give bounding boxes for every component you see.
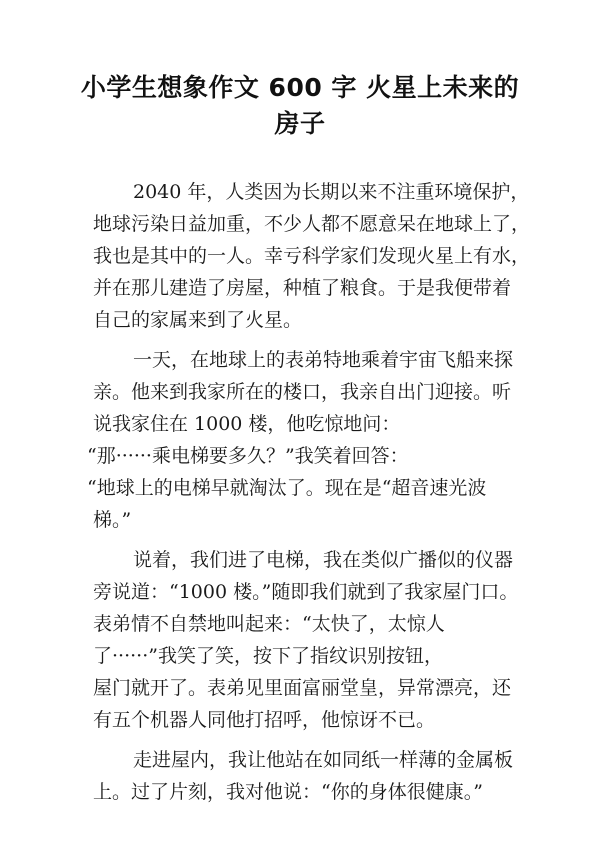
text-line: 表弟情不自禁地叫起来：“太快了，太惊人: [93, 613, 445, 635]
document-title: [60, 70, 540, 142]
text-line: 有五个机器人同他打招呼，他惊讶不已。: [93, 709, 436, 731]
text-line: 梯。”: [93, 509, 132, 531]
text-line: 自己的家属来到了火星。: [93, 309, 303, 331]
text-line: 屋门就开了。表弟见里面富丽堂皇，异常漂亮，还: [93, 677, 512, 699]
text-line: 走进屋内，我让他站在如同纸一样薄的金属板: [133, 749, 514, 771]
document-body: [87, 176, 531, 808]
text-line: 说着，我们进了电梯，我在类似广播似的仪器: [133, 549, 514, 571]
text-line: 2040 年，人类因为长期以来不注重环境保护，: [133, 181, 530, 203]
text-line: 地球污染日益加重，不少人都不愿意呆在地球上了，: [93, 213, 531, 235]
text-line: 旁说道：“1000 楼。”随即我们就到了我家屋门口。: [93, 581, 519, 603]
text-line: 我也是其中的一人。幸亏科学家们发现火星上有水，: [93, 245, 531, 267]
text-line: “那······乘电梯要多久？”我笑着回答：: [87, 445, 409, 467]
text-line: “地球上的电梯早就淘汰了。现在是“超音速光波: [87, 477, 487, 499]
text-line: 说我家住在 1000 楼，他吃惊地问：: [93, 413, 401, 435]
text-line: 亲。他来到我家所在的楼口，我亲自出门迎接。听: [93, 381, 512, 403]
text-line: 一天，在地球上的表弟特地乘着宇宙飞船来探: [133, 349, 514, 371]
title-line-1: 小学生想象作文 600 字 火星上未来的: [80, 73, 520, 102]
paragraph-gap: [93, 536, 523, 544]
paragraph-gap: [93, 736, 523, 744]
paragraph-gap: [93, 336, 523, 344]
text-line: 并在那儿建造了房屋，种植了粮食。于是我便带着: [93, 277, 512, 299]
title-line-2: 房子: [274, 109, 326, 138]
text-line: 了······”我笑了笑，按下了指纹识别按钮，: [93, 645, 443, 667]
text-line: 上。过了片刻，我对他说：“你的身体很健康。”: [93, 781, 483, 803]
